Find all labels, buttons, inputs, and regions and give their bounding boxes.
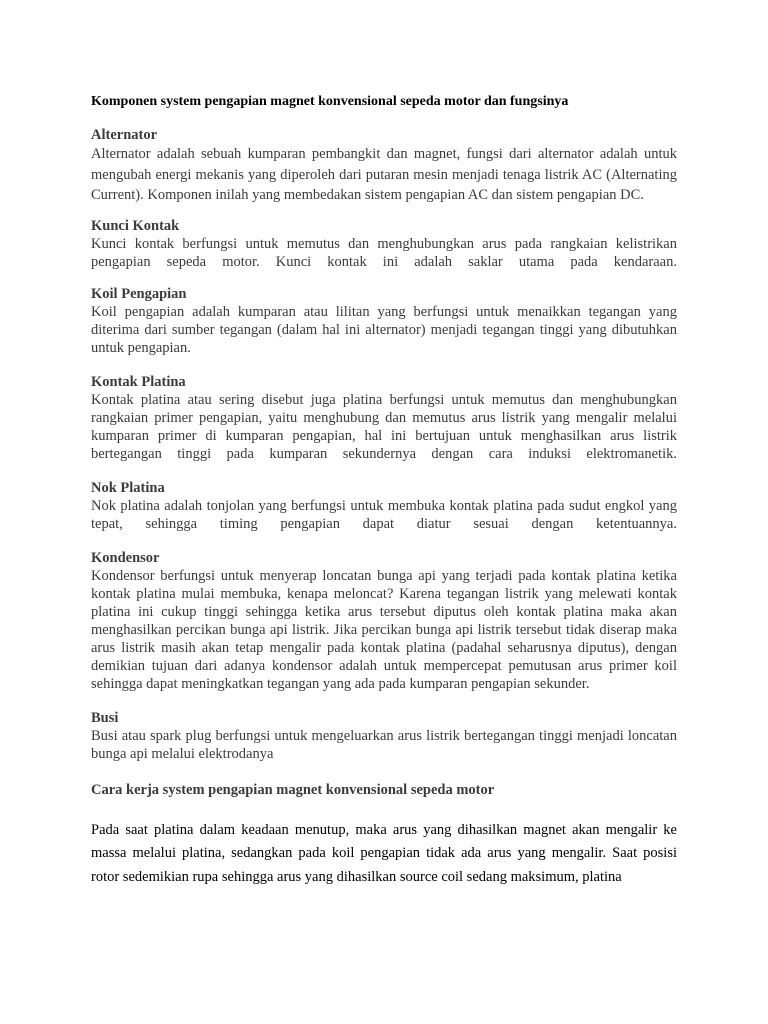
section-text: Kunci kontak berfungsi untuk memutus dan menghubungkan arus pada rangkaian kelistrikan pengapian sepeda motor. Kunci kontak ini adalah saklar utama pada kendaraan. bbox=[91, 235, 677, 270]
section-text: Koil pengapian adalah kumparan atau lilitan yang berfungsi untuk menaikkan tegangan yang diterima dari sumber tegangan (dalam hal ini alternator) menjadi tegangan tinggi yang dibutuhkan untuk pengapian. bbox=[91, 303, 677, 356]
section-alternator bbox=[91, 126, 677, 206]
section-heading: Kontak Platina bbox=[91, 373, 186, 390]
section-text: Nok platina adalah tonjolan yang berfungsi untuk membuka kontak platina pada sudut engkol yang tepat, sehingga timing pengapian dapat diatur sesuai dengan ketentuannya. bbox=[91, 497, 677, 532]
section-text: Kontak platina atau sering disebut juga platina berfungsi untuk memutus dan menghubungkan rangkaian primer pengapian, yaitu menghubung dan memutus arus listrik yang mengalir melalui kumparan primer di kumparan pengapian, hal ini bertujuan untuk menghasilkan arus listrik bertegangan tinggi pada kumparan sekundernya dengan cara induksi elektromanetik. bbox=[91, 391, 677, 462]
section-nok-platina bbox=[91, 479, 677, 533]
section-text: Alternator adalah sebuah kumparan pembangkit dan magnet, fungsi dari alternator adalah untuk mengubah energi mekanis yang diperoleh dari putaran mesin menjadi tenaga listrik AC (Alternating Current). Komponen inilah yang membedakan sistem pengapian AC dan sistem pengapian DC. bbox=[91, 146, 677, 203]
section-heading: Busi bbox=[91, 709, 119, 726]
working-principle-heading: Cara kerja system pengapian magnet konvensional sepeda motor bbox=[91, 781, 495, 798]
section-busi bbox=[91, 709, 677, 763]
section-heading: Nok Platina bbox=[91, 479, 165, 496]
document-title: Komponen system pengapian magnet konvensional sepeda motor dan fungsinya bbox=[91, 94, 569, 109]
section-heading: Kunci Kontak bbox=[91, 217, 180, 234]
section-heading: Koil Pengapian bbox=[91, 285, 187, 302]
section-heading: Kondensor bbox=[91, 549, 160, 566]
working-principle-text: Pada saat platina dalam keadaan menutup, maka arus yang dihasilkan magnet akan mengalir ke massa melalui platina, sedangkan pada koil pengapian tidak ada arus yang mengalir. Saat posisi rotor sedemikian rupa sehingga arus yang dihasilkan source coil sedang maksimum, platina bbox=[91, 821, 677, 885]
section-kondensor bbox=[91, 549, 677, 693]
section-heading: Alternator bbox=[91, 127, 158, 143]
section-text: Kondensor berfungsi untuk menyerap loncatan bunga api yang terjadi pada kontak platina ketika kontak platina mulai membuka, kenapa meloncat? Karena tegangan listrik yang melewati kontak platina ini cukup tinggi sehingga ketika arus tersebut diputus oleh kontak platina maka akan menghasilkan percikan bunga api listrik. Jika percikan bunga api listrik tersebut tidak diserap maka arus listrik masih akan tetap mengalir pada kontak platina (padahal seharusnya diputus), dengan demikian tujuan dari adanya kondensor adalah untuk mempercepat pemutusan arus primer koil sehingga dapat meningkatkan tegangan yang ada pada kumparan pengapian sekunder. bbox=[91, 567, 677, 692]
section-koil-pengapian bbox=[91, 285, 677, 357]
section-text: Busi atau spark plug berfungsi untuk mengeluarkan arus listrik bertegangan tinggi menjadi loncatan bunga api melalui elektrodanya bbox=[91, 727, 677, 762]
section-kontak-platina bbox=[91, 373, 677, 463]
section-kunci-kontak bbox=[91, 217, 677, 271]
document-page bbox=[91, 93, 677, 889]
